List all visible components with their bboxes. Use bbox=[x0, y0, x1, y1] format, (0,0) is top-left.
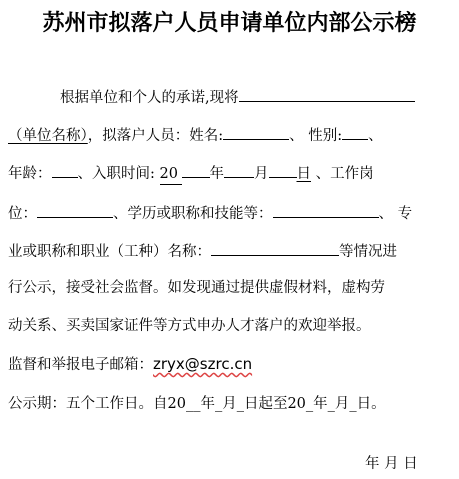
paragraph-line-6: 行公示，接受社会监督。如发现通过提供虚假材料，虚构劳 bbox=[8, 280, 385, 296]
email-label: 监督和举报电子邮箱： bbox=[8, 357, 153, 373]
occupation-blank[interactable] bbox=[211, 240, 339, 256]
position-blank[interactable] bbox=[37, 202, 113, 218]
hire-month-blank[interactable] bbox=[224, 162, 254, 178]
report-email-link[interactable]: zryx@szrc.cn bbox=[153, 355, 253, 373]
month-label: 月 bbox=[254, 166, 269, 182]
hire-year-blank[interactable] bbox=[182, 162, 210, 178]
year-label: 年 bbox=[209, 166, 224, 182]
paragraph-line-2 bbox=[8, 124, 383, 146]
applicant-name-label: ，拟落户人员：姓名: bbox=[87, 128, 224, 144]
education-label: 、学历或职称和技能等： bbox=[113, 206, 273, 222]
paragraph-line-8 bbox=[8, 354, 252, 375]
gender-blank[interactable] bbox=[342, 124, 368, 140]
education-blank[interactable] bbox=[273, 202, 379, 218]
hire-date-label: 、入职时间: bbox=[77, 166, 160, 182]
major-label: 、 专 bbox=[378, 206, 413, 222]
hire-day-blank[interactable] bbox=[269, 162, 297, 178]
paragraph-line-7: 动关系、买卖国家证件等方式申办人才落户的欢迎举报。 bbox=[8, 318, 371, 334]
age-label: 年龄： bbox=[8, 166, 52, 182]
company-blank[interactable] bbox=[239, 86, 415, 102]
page-title: 苏州市拟落户人员申请单位内部公示榜 bbox=[42, 10, 417, 36]
name-blank[interactable] bbox=[223, 124, 289, 140]
separator-text: 、 bbox=[368, 128, 383, 144]
job-post-label: 、工作岗 bbox=[311, 166, 374, 182]
age-blank[interactable] bbox=[52, 162, 78, 178]
day-label: 日 bbox=[296, 166, 311, 182]
gender-label: 、 性别: bbox=[289, 128, 343, 144]
paragraph-line-1 bbox=[60, 86, 415, 108]
hire-year-prefix: 20 bbox=[160, 164, 182, 185]
etc-text: 等情况进 bbox=[339, 244, 397, 260]
position-label: 位： bbox=[8, 206, 37, 222]
signature-date: 年 月 日 bbox=[365, 456, 418, 472]
paragraph-line-3 bbox=[8, 162, 374, 185]
paragraph-line-5 bbox=[8, 240, 397, 262]
paragraph-line-9: 公示期：五个工作日。自20__年_月_日起至20_年_月_日。 bbox=[8, 396, 386, 412]
paragraph-line-4 bbox=[8, 202, 412, 224]
intro-text: 根据单位和个人的承诺,现将 bbox=[60, 90, 239, 106]
occupation-label: 业或职称和职业（工种）名称： bbox=[8, 244, 211, 260]
unit-name-label: （单位名称） bbox=[8, 128, 88, 144]
